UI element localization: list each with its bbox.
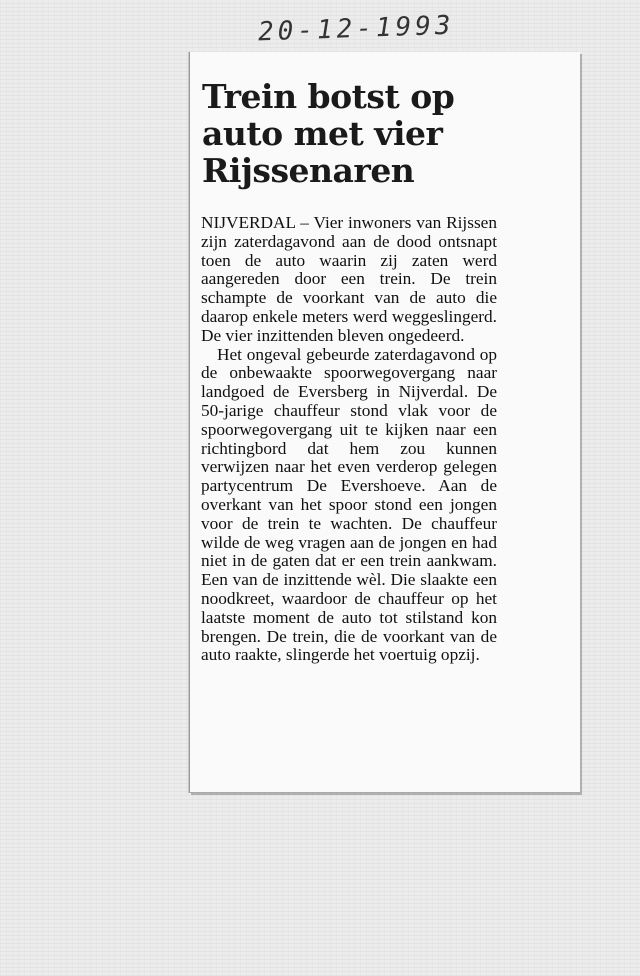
dateline: NIJVERDAL <box>201 213 296 232</box>
headline: Trein botst op auto met vier Rijssenaren <box>202 77 455 190</box>
paragraph-1 <box>201 214 497 346</box>
newspaper-clipping <box>189 52 580 793</box>
article-body <box>201 214 497 665</box>
paragraph-1-text: – Vier inwoners van Rijssen zijn zaterdagavond aan de dood ontsnapt toen de auto waarin zij zaten werd aangereden door een trein. De trein schampte de voorkant van de auto die daarop enkele meters werd weggeslingerd. De vier inzittenden bleven ongedeerd. <box>201 213 497 345</box>
paragraph-2: Het ongeval gebeurde zaterdagavond op de onbewaakte spoorwegovergang naar landgoed de Eversberg in Nijverdal. De 50-jarige chauffeur stond vlak voor de spoorwegovergang uit te kijken naar een richtingbord dat hem zou kunnen verwijzen naar het even verderop gelegen partycentrum De Evershoeve. Aan de overkant van het spoor stond een jongen voor de trein te wachten. De chauffeur wilde de weg vragen aan de jongen en had niet in de gaten dat er een trein aankwam. Een van de inzittende wèl. Die slaakte een noodkreet, waardoor de chauffeur op het laatste moment de auto tot stilstand kon brengen. De trein, die de voorkant van de auto raakte, slingerde het voertuig opzij. <box>201 344 497 665</box>
handwritten-date: 20-12-1993 <box>257 10 456 48</box>
